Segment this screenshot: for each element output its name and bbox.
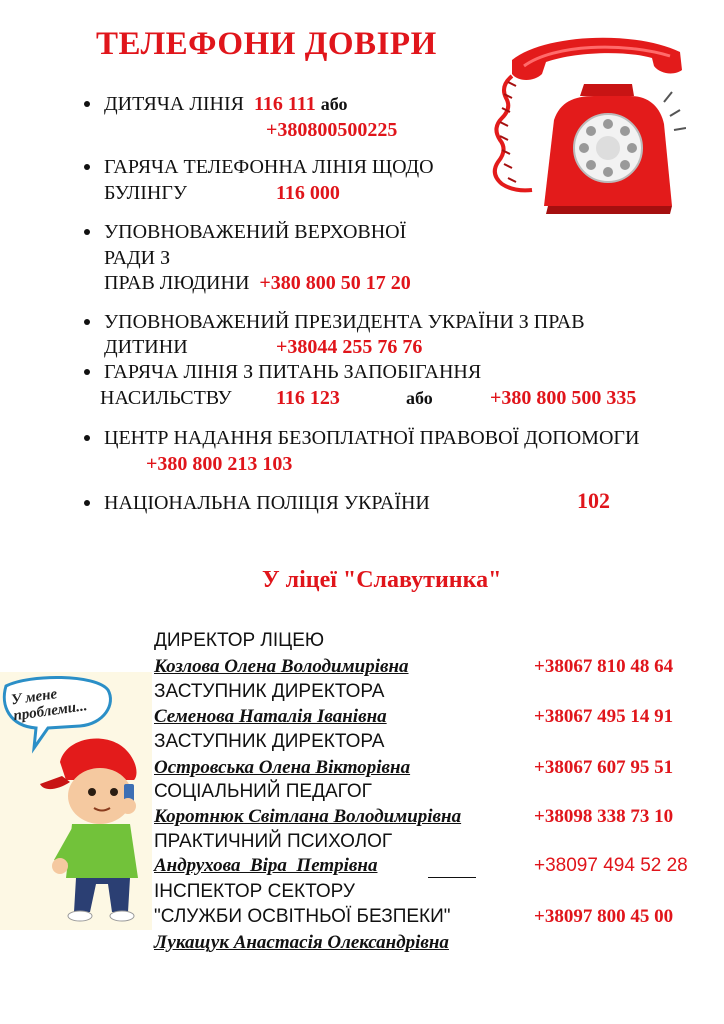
staff-phone: +38097 494 52 28 [534,855,688,876]
hotline-legal-number: +380 800 213 103 [146,453,293,475]
hotline-violence-number-1: 116 123 [276,387,340,409]
staff-phone: +38067 607 95 51 [534,757,674,778]
underline-filler [428,877,476,878]
school-heading: У ліцеї "Славутинка" [262,567,502,593]
hotline-police-number: 102 [577,488,610,513]
hotline-violence-number-2: +380 800 500 335 [490,387,637,409]
hotline-president-number: +38044 255 76 76 [276,336,423,358]
hotline-ombudsman-line2: РАДИ З [104,247,171,269]
bullet-icon [84,164,90,170]
hotline-violence-line2: НАСИЛЬСТВУ [100,387,232,409]
hotline-child-label: ДИТЯЧА ЛІНІЯ [104,93,244,115]
staff-role: СОЦІАЛЬНИЙ ПЕДАГОГ [154,781,372,802]
staff-name: Семенова Наталія Іванівна [154,706,387,727]
hotline-president-line2: ДИТИНИ [104,336,188,358]
bullet-icon [84,369,90,375]
hotline-violence-or: або [406,388,433,408]
hotline-ombudsman-number: +380 800 50 17 20 [259,272,411,294]
bullet-icon [84,500,90,506]
staff-role: ЗАСТУПНИК ДИРЕКТОРА [154,731,385,752]
hotline-bullying-line1: ГАРЯЧА ТЕЛЕФОННА ЛІНІЯ ЩОДО [104,156,434,178]
hotline-police-label: НАЦІОНАЛЬНА ПОЛІЦІЯ УКРАЇНИ [104,492,430,514]
staff-role-line2: "СЛУЖБИ ОСВІТНЬОЇ БЕЗПЕКИ" [154,906,451,927]
hotline-bullying-line2: БУЛІНГУ [104,182,188,204]
staff-phone: +38067 495 14 91 [534,706,674,727]
hotline-legal-line1: ЦЕНТР НАДАННЯ БЕЗОПЛАТНОЇ ПРАВОВОЇ ДОПОМОГИ [104,427,640,449]
staff-role: ЗАСТУПНИК ДИРЕКТОРА [154,681,385,702]
staff-name: Козлова Олена Володимирівна [154,656,409,677]
staff-name: Коротнюк Світлана Володимирівна [154,806,462,827]
staff-name: Андрухова Віра Петрівна [154,855,378,876]
hotline-child-number: 116 111 [254,93,316,115]
bullet-icon [84,319,90,325]
staff-role: ІНСПЕКТОР СЕКТОРУ [154,881,355,902]
staff-role: ПРАКТИЧНИЙ ПСИХОЛОГ [154,831,393,852]
hotline-ombudsman-line1: УПОВНОВАЖЕНИЙ ВЕРХОВНОЇ [104,221,407,243]
staff-phone: +38098 338 73 10 [534,806,674,827]
bullet-icon [84,229,90,235]
staff-role: ДИРЕКТОР ЛІЦЕЮ [154,630,325,651]
bullet-icon [84,435,90,441]
bullet-icon [84,101,90,107]
staff-name: Островська Олена Вікторівна [154,757,411,778]
hotline-ombudsman-label: ПРАВ ЛЮДИНИ [104,272,250,294]
hotline-child-or: або [320,94,348,114]
speech-bubble-text: У мене проблеми... [10,686,89,725]
staff-name: Лукащук Анастасія Олександрівна [154,932,449,953]
hotline-child [104,93,347,115]
hotline-president-line1: УПОВНОВАЖЕНИЙ ПРЕЗИДЕНТА УКРАЇНИ З ПРАВ [104,311,585,333]
hotline-bullying-number: 116 000 [276,182,340,204]
staff-phone: +38067 810 48 64 [534,656,674,677]
page-title: ТЕЛЕФОНИ ДОВІРИ [96,26,437,62]
hotline-ombudsman-line3 [104,272,411,294]
telephone-icon [484,30,686,226]
hotline-child-number-2: +380800500225 [266,119,398,141]
staff-phone: +38097 800 45 00 [534,906,674,927]
hotline-violence-line1: ГАРЯЧА ЛІНІЯ З ПИТАНЬ ЗАПОБІГАННЯ [104,361,482,383]
